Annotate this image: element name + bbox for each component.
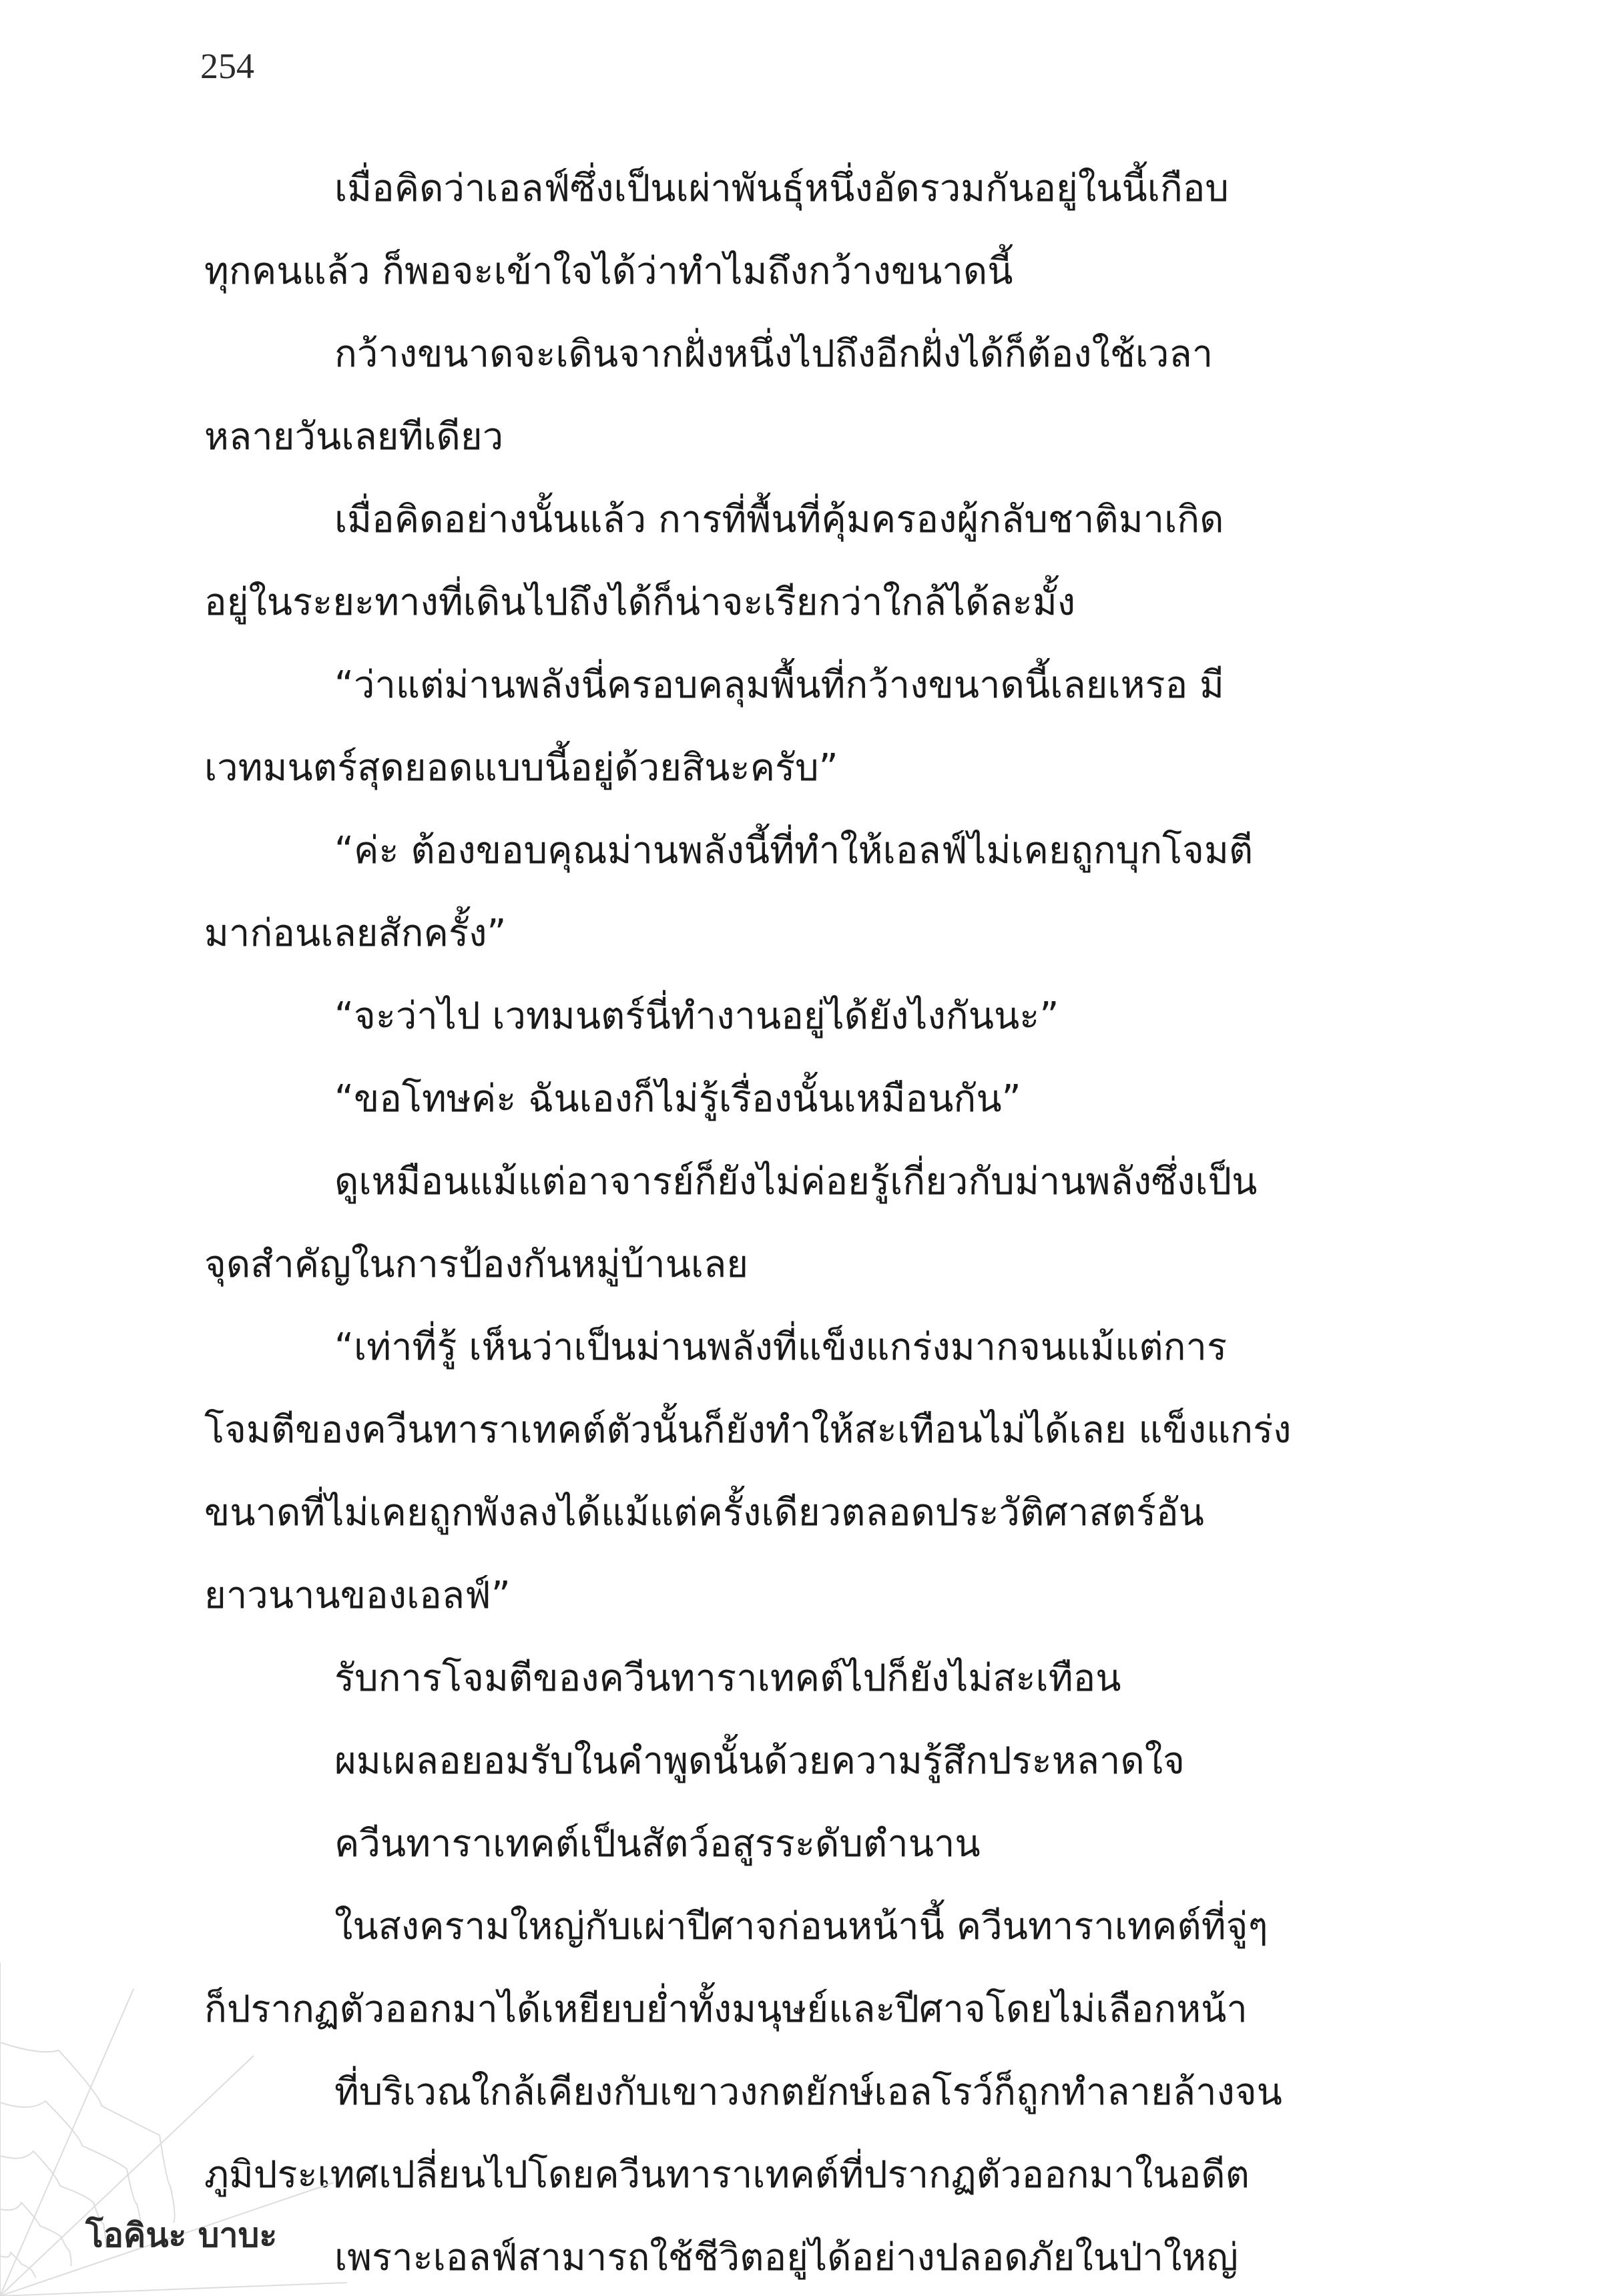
page-number: 254 bbox=[200, 46, 254, 86]
text-line: ทุกคนแล้ว ก็พอจะเข้าใจได้ว่าทำไมถึงกว้างขนาดนี้ bbox=[204, 250, 1013, 293]
text-line: ก็ปรากฏตัวออกมาได้เหยียบย่ำทั้งมนุษย์และปีศาจโดยไม่เลือกหน้า bbox=[204, 1988, 1248, 2031]
text-line: โจมตีของควีนทาราเทคต์ตัวนั้นก็ยังทำให้สะเทือนไม่ได้เลย แข็งแกร่ง bbox=[204, 1408, 1292, 1452]
text-line: เวทมนตร์สุดยอดแบบนี้อยู่ด้วยสินะครับ” bbox=[204, 746, 838, 790]
text-line: ภูมิประเทศเปลี่ยนไปโดยควีนทาราเทคต์ที่ปรากฏตัวออกมาในอดีต bbox=[204, 2153, 1250, 2197]
text-line: เมื่อคิดว่าเอลฟ์ซึ่งเป็นเผ่าพันธุ์หนึ่งอัดรวมกันอยู่ในนี้เกือบ bbox=[334, 167, 1229, 210]
text-line: ในสงครามใหญ่กับเผ่าปีศาจก่อนหน้านี้ ควีนทาราเทคต์ที่จู่ๆ bbox=[334, 1905, 1268, 1948]
text-line: ยาวนานของเอลฟ์” bbox=[204, 1574, 511, 1617]
text-line: ที่บริเวณใกล้เคียงกับเขาวงกตยักษ์เอลโรว์ก็ถูกทำลายล้างจน bbox=[334, 2070, 1282, 2114]
text-line: หลายวันเลยทีเดียว bbox=[204, 415, 504, 459]
author-name: โอคินะ บาบะ bbox=[85, 2216, 278, 2255]
text-line: กว้างขนาดจะเดินจากฝั่งหนึ่งไปถึงอีกฝั่งได้ก็ต้องใช้เวลา bbox=[334, 332, 1214, 376]
text-line: เพราะเอลฟ์สามารถใช้ชีวิตอยู่ได้อย่างปลอดภัยในป่าใหญ่ bbox=[334, 2236, 1238, 2279]
text-line: มาก่อนเลยสักครั้ง” bbox=[204, 912, 507, 955]
text-line: ขนาดที่ไม่เคยถูกพังลงได้แม้แต่ครั้งเดียวตลอดประวัติศาสตร์อัน bbox=[204, 1491, 1204, 1534]
text-line: อยู่ในระยะทางที่เดินไปถึงได้ก็น่าจะเรียกว่าใกล้ได้ละมั้ง bbox=[204, 581, 1076, 624]
text-line: เมื่อคิดอย่างนั้นแล้ว การที่พื้นที่คุ้มครองผู้กลับชาติมาเกิด bbox=[334, 498, 1224, 541]
text-line: ผมเผลอยอมรับในคำพูดนั้นด้วยความรู้สึกประหลาดใจ bbox=[334, 1739, 1185, 1783]
text-line: ควีนทาราเทคต์เป็นสัตว์อสูรระดับตำนาน bbox=[334, 1822, 981, 1866]
text-line: “ขอโทษค่ะ ฉันเองก็ไม่รู้เรื่องนั้นเหมือนกัน” bbox=[334, 1077, 1021, 1121]
text-line: “ค่ะ ต้องขอบคุณม่านพลังนี้ที่ทำให้เอลฟ์ไม่เคยถูกบุกโจมตี bbox=[334, 829, 1254, 872]
text-line: “เท่าที่รู้ เห็นว่าเป็นม่านพลังที่แข็งแกร่งมากจนแม้แต่การ bbox=[334, 1326, 1228, 1369]
text-line: รับการโจมตีของควีนทาราเทคต์ไปก็ยังไม่สะเทือน bbox=[334, 1657, 1121, 1700]
text-line: จุดสำคัญในการป้องกันหมู่บ้านเลย bbox=[204, 1243, 749, 1286]
text-line: ดูเหมือนแม้แต่อาจารย์ก็ยังไม่ค่อยรู้เกี่ยวกับม่านพลังซึ่งเป็น bbox=[334, 1160, 1258, 1203]
text-line: “จะว่าไป เวทมนตร์นี่ทำงานอยู่ได้ยังไงกันนะ” bbox=[334, 994, 1059, 1038]
text-line: “ว่าแต่ม่านพลังนี่ครอบคลุมพื้นที่กว้างขนาดนี้เลยเหรอ มี bbox=[334, 663, 1224, 707]
